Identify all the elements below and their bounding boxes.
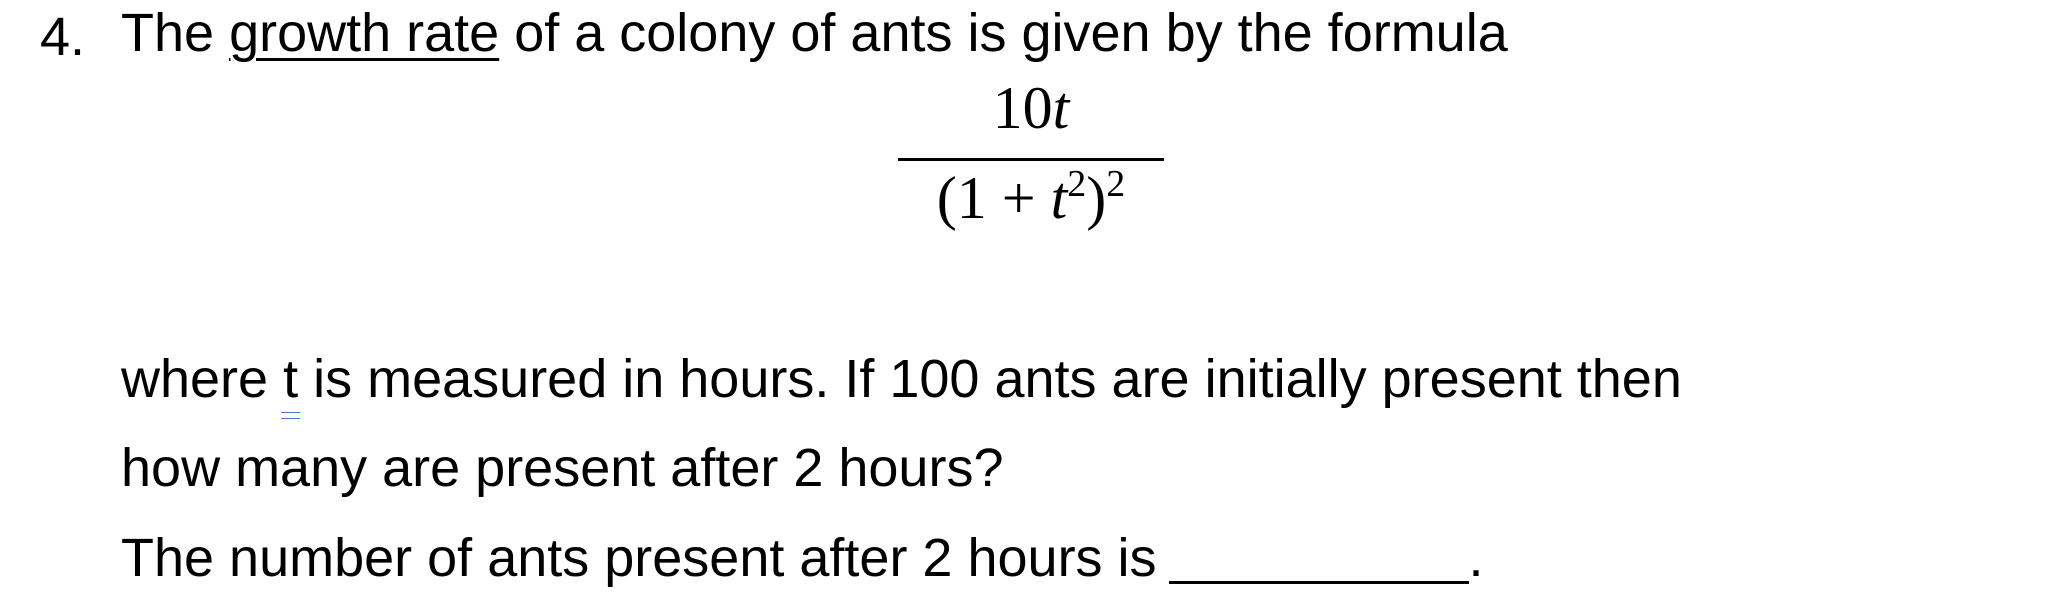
answer-line: [121, 528, 1484, 588]
growth-rate-term: growth rate: [229, 3, 500, 63]
numerator-coefficient: 10: [992, 75, 1053, 141]
denominator-close: ): [1086, 165, 1107, 231]
denominator-variable: t: [1050, 165, 1068, 231]
answer-period: .: [1468, 528, 1484, 588]
formula-denominator: [898, 163, 1164, 231]
formula-numerator: [898, 75, 1164, 141]
body-text-after: is measured in hours. If 100 ants are initially present then: [298, 349, 1682, 409]
denominator-open: (1 +: [936, 165, 1051, 231]
fraction-bar: [898, 158, 1164, 161]
question-number: 4.: [40, 7, 86, 67]
outer-exponent: 2: [1106, 163, 1126, 205]
inner-exponent: 2: [1067, 163, 1087, 205]
variable-t: t: [283, 349, 299, 409]
intro-text-after: of a colony of ants is given by the formula: [499, 3, 1508, 63]
answer-prompt: The number of ants present after 2 hours is: [121, 528, 1157, 588]
intro-line: [121, 3, 1508, 63]
numerator-variable: t: [1052, 75, 1070, 141]
growth-rate-formula: [898, 75, 1164, 248]
body-line-2: how many are present after 2 hours?: [121, 438, 1004, 498]
body-line-1: [121, 349, 1682, 409]
answer-blank[interactable]: [1169, 529, 1469, 584]
intro-text-before: The: [121, 3, 230, 63]
body-text-before: where: [121, 349, 284, 409]
